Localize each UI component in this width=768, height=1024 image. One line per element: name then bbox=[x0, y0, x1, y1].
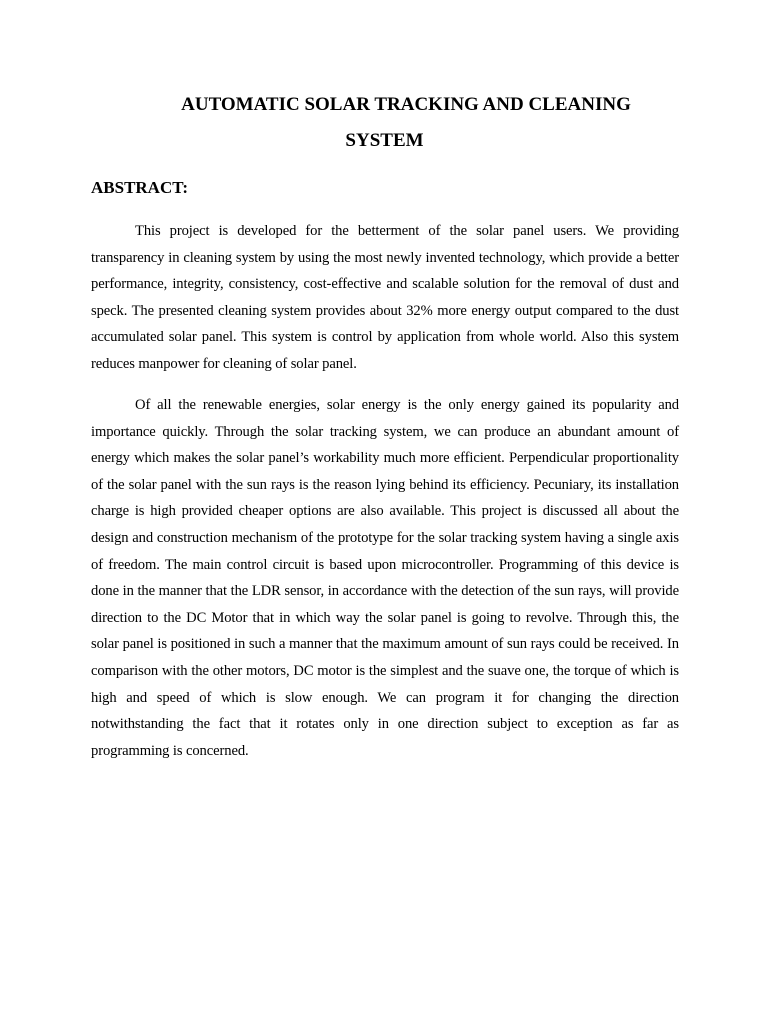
abstract-paragraph-2: Of all the renewable energies, solar energy is the only energy gained its popularity and importance quickly. Through the solar tracking system, we can produce an abundant amount of energy which makes the solar panel’s workability much more efficient. Perpendicular proportionality of the solar panel with the sun rays is the reason lying behind its efficiency. Pecuniary, its installation charge is high provided cheaper options are also available. This project is discussed all about the design and construction mechanism of the prototype for the solar tracking system having a single axis of freedom. The main control circuit is based upon microcontroller. Programming of this device is done in the manner that the LDR sensor, in accordance with the detection of the sun rays, will provide direction to the DC Motor that in which way the solar panel is going to revolve. Through this, the solar panel is positioned in such a manner that the maximum amount of sun rays could be received. In comparison with the other motors, DC motor is the simplest and the suave one, the torque of which is high and speed of which is slow enough. We can program it for changing the direction notwithstanding the fact that it rotates only in one direction subject to exception as far as programming is concerned. bbox=[91, 397, 679, 759]
abstract-heading: ABSTRACT: bbox=[91, 178, 188, 197]
document-title-line-2: SYSTEM bbox=[345, 130, 424, 151]
abstract-paragraph-1: This project is developed for the betterment of the solar panel users. We providing transparency in cleaning system by using the most newly invented technology, which provide a better performance, integrity, consistency, cost-effective and scalable solution for the removal of dust and speck. The presented cleaning system provides about 32% more energy output compared to the dust accumulated solar panel. This system is control by application from whole world. Also this system reduces manpower for cleaning of solar panel. bbox=[91, 223, 679, 372]
document-title-line-1: AUTOMATIC SOLAR TRACKING AND CLEANING bbox=[181, 94, 631, 115]
